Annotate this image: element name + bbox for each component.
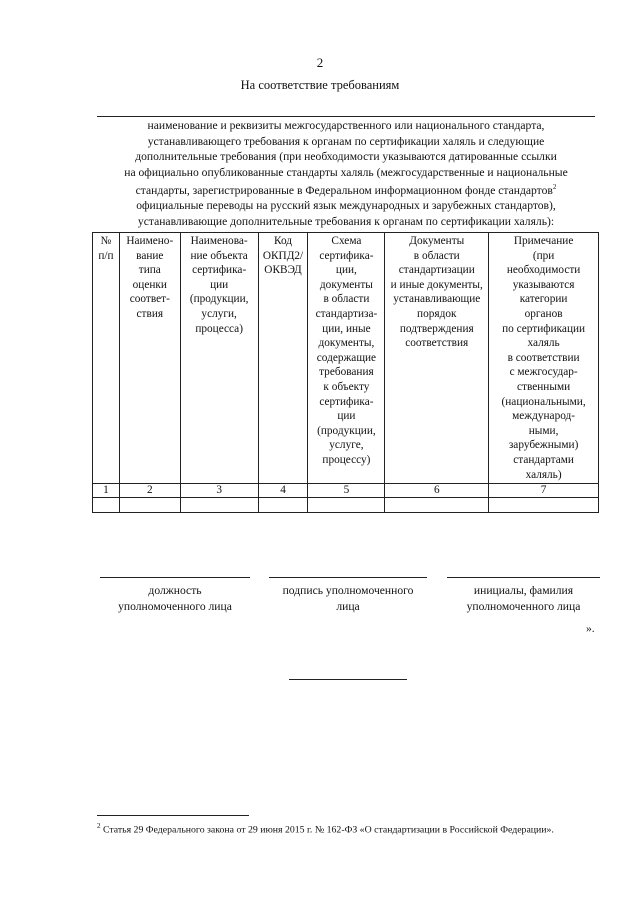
header-cell-certification-scheme: Схема сертифика- ции, документы в области стандартиза- ции, иные документы, содержащие требования к объекту сертифика- ции (продукции, услуге, процессу)	[308, 233, 385, 484]
name-label: инициалы, фамилия уполномоченного лица	[466, 584, 581, 613]
column-number: 4	[258, 484, 308, 498]
footnote	[97, 822, 554, 835]
column-number: 5	[308, 484, 385, 498]
caption-line	[84, 180, 608, 198]
table-header-row	[93, 233, 599, 484]
footnote-rule	[97, 815, 249, 816]
table-cell	[93, 498, 120, 513]
table-cell	[385, 498, 489, 513]
table-cell	[119, 498, 180, 513]
column-number: 6	[385, 484, 489, 498]
footnote-mark: 2	[97, 822, 101, 830]
column-number: 7	[489, 484, 599, 498]
header-cell-documents: Документы в области стандартизации и иные документы, устанавливающие порядок подтверждения соответствия	[385, 233, 489, 484]
header-cell-number: № п/п	[93, 233, 120, 484]
empty-table-row	[93, 498, 599, 513]
signature-label: подпись уполномоченного лица	[282, 584, 414, 613]
header-cell-note: Примечание (при необходимости указываются категории органов по сертификации халяль в соответствии с межгосудар- ственными (национальными, международ- ными, зарубежными) стандартами халяль)	[489, 233, 599, 484]
header-cell-code: Код ОКПД2/ ОКВЭД	[258, 233, 308, 484]
separator-line	[289, 679, 407, 680]
caption-line: официальные переводы на русский язык международных и зарубежных стандартов),	[136, 199, 556, 213]
standard-caption	[84, 118, 608, 229]
position-label: должность уполномоченного лица	[118, 584, 232, 613]
table-cell	[489, 498, 599, 513]
footnote-mark: 2	[552, 183, 557, 191]
signature-line	[269, 577, 427, 578]
heading: На соответствие требованиям	[240, 78, 400, 92]
fill-in-line	[97, 116, 595, 117]
header-cell-assessment-type: Наимено- вание типа оценки соответ- ствия	[119, 233, 180, 484]
footnote-text: Статья 29 Федерального закона от 29 июня 2015 г. № 162-ФЗ «О стандартизации в Российской Федерации».	[100, 824, 554, 836]
caption-line: устанавливающего требования к органам по сертификации халяль и следующие	[147, 134, 545, 148]
caption-line: на официально опубликованные стандарты халяль (межгосударственные и национальные	[124, 165, 568, 179]
page-number: 2	[316, 55, 324, 70]
column-number: 3	[180, 484, 258, 498]
header-cell-certification-object: Наименова- ние объекта сертифика- ции (продукции, услуги, процесса)	[180, 233, 258, 484]
column-number-row	[93, 484, 599, 498]
caption-line: наименование и реквизиты межгосударственного или национального стандарта,	[147, 119, 545, 132]
name-signature-line	[447, 577, 600, 578]
table-cell	[258, 498, 308, 513]
position-signature-line	[100, 577, 250, 578]
column-number: 2	[119, 484, 180, 498]
caption-line-text: стандарты, зарегистрированные в Федеральном информационном фонде стандартов	[135, 183, 553, 197]
table-cell	[308, 498, 385, 513]
requirements-table	[92, 232, 599, 513]
column-number: 1	[93, 484, 120, 498]
caption-line: дополнительные требования (при необходимости указываются датированные ссылки	[135, 150, 557, 163]
table-cell	[180, 498, 258, 513]
closing-quote: ».	[586, 622, 595, 635]
caption-line: устанавливающие дополнительные требования к органам по сертификации халяль):	[137, 214, 555, 228]
